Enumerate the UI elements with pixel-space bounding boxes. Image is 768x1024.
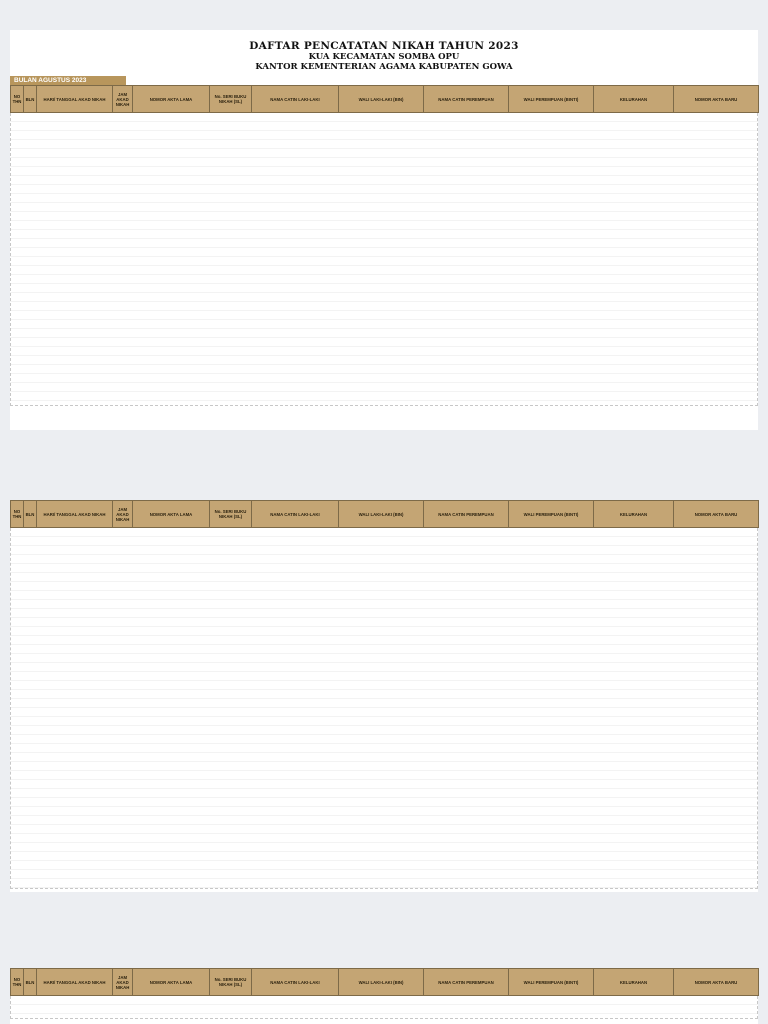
marriage-register-table: [10, 968, 759, 996]
col-groom-guardian: WALI LAKI-LAKI (BIN): [339, 501, 424, 528]
col-groom-guardian: WALI LAKI-LAKI (BIN): [339, 969, 424, 996]
col-no-tahun: NO THN: [11, 86, 24, 113]
col-bride-guardian: WALI PEREMPUAN (BINTI): [509, 969, 594, 996]
col-time: JAM AKAD NIKAH: [113, 86, 133, 113]
unrecorded-rows-area: [10, 528, 758, 889]
unrecorded-rows-area: [10, 113, 758, 406]
col-bride-name: NAMA CATIN PEREMPUAN: [424, 86, 509, 113]
register-page-3: [10, 968, 758, 1024]
col-old-cert-no: NOMOR AKTA LAMA: [133, 501, 210, 528]
table-header-row: [11, 86, 759, 113]
register-page-1: [10, 30, 758, 430]
col-bride-guardian: WALI PEREMPUAN (BINTI): [509, 86, 594, 113]
col-bride-guardian: WALI PEREMPUAN (BINTI): [509, 501, 594, 528]
col-groom-guardian: WALI LAKI-LAKI (BIN): [339, 86, 424, 113]
document-subtitle-office: KANTOR KEMENTERIAN AGAMA KABUPATEN GOWA: [255, 62, 513, 72]
col-book-series-no: No. SERI BUKU NIKAH (SL): [210, 501, 252, 528]
col-time: JAM AKAD NIKAH: [113, 969, 133, 996]
col-new-cert-no: NOMOR AKTA BARU: [674, 969, 759, 996]
col-groom-name: NAMA CATIN LAKI-LAKI: [252, 969, 339, 996]
document-title-block: [10, 30, 758, 72]
col-village: KELURAHAN: [594, 501, 674, 528]
col-old-cert-no: NOMOR AKTA LAMA: [133, 969, 210, 996]
unrecorded-rows-area: [10, 996, 758, 1019]
col-new-cert-no: NOMOR AKTA BARU: [674, 86, 759, 113]
col-village: KELURAHAN: [594, 969, 674, 996]
col-new-cert-no: NOMOR AKTA BARU: [674, 501, 759, 528]
col-no-tahun: NO THN: [11, 969, 24, 996]
col-bride-name: NAMA CATIN PEREMPUAN: [424, 969, 509, 996]
document-subtitle-kua: KUA KECAMATAN SOMBA OPU: [308, 52, 460, 62]
col-old-cert-no: NOMOR AKTA LAMA: [133, 86, 210, 113]
col-groom-name: NAMA CATIN LAKI-LAKI: [252, 86, 339, 113]
col-no-bulan: BLN: [24, 86, 37, 113]
col-groom-name: NAMA CATIN LAKI-LAKI: [252, 501, 339, 528]
col-day-date: HARI/ TANGGAL AKAD NIKAH: [37, 969, 113, 996]
month-banner: BULAN AGUSTUS 2023: [10, 76, 126, 85]
table-header-row: [11, 969, 759, 996]
document-title: DAFTAR PENCATATAN NIKAH TAHUN 2023: [249, 40, 519, 52]
register-page-2: [10, 500, 758, 892]
col-time: JAM AKAD NIKAH: [113, 501, 133, 528]
col-bride-name: NAMA CATIN PEREMPUAN: [424, 501, 509, 528]
col-day-date: HARI/ TANGGAL AKAD NIKAH: [37, 86, 113, 113]
col-book-series-no: No. SERI BUKU NIKAH (SL): [210, 86, 252, 113]
table-header-row: [11, 501, 759, 528]
col-no-bulan: BLN: [24, 501, 37, 528]
marriage-register-table: [10, 85, 759, 113]
col-book-series-no: No. SERI BUKU NIKAH (SL): [210, 969, 252, 996]
col-village: KELURAHAN: [594, 86, 674, 113]
col-no-bulan: BLN: [24, 969, 37, 996]
col-no-tahun: NO THN: [11, 501, 24, 528]
marriage-register-table: [10, 500, 759, 528]
col-day-date: HARI/ TANGGAL AKAD NIKAH: [37, 501, 113, 528]
